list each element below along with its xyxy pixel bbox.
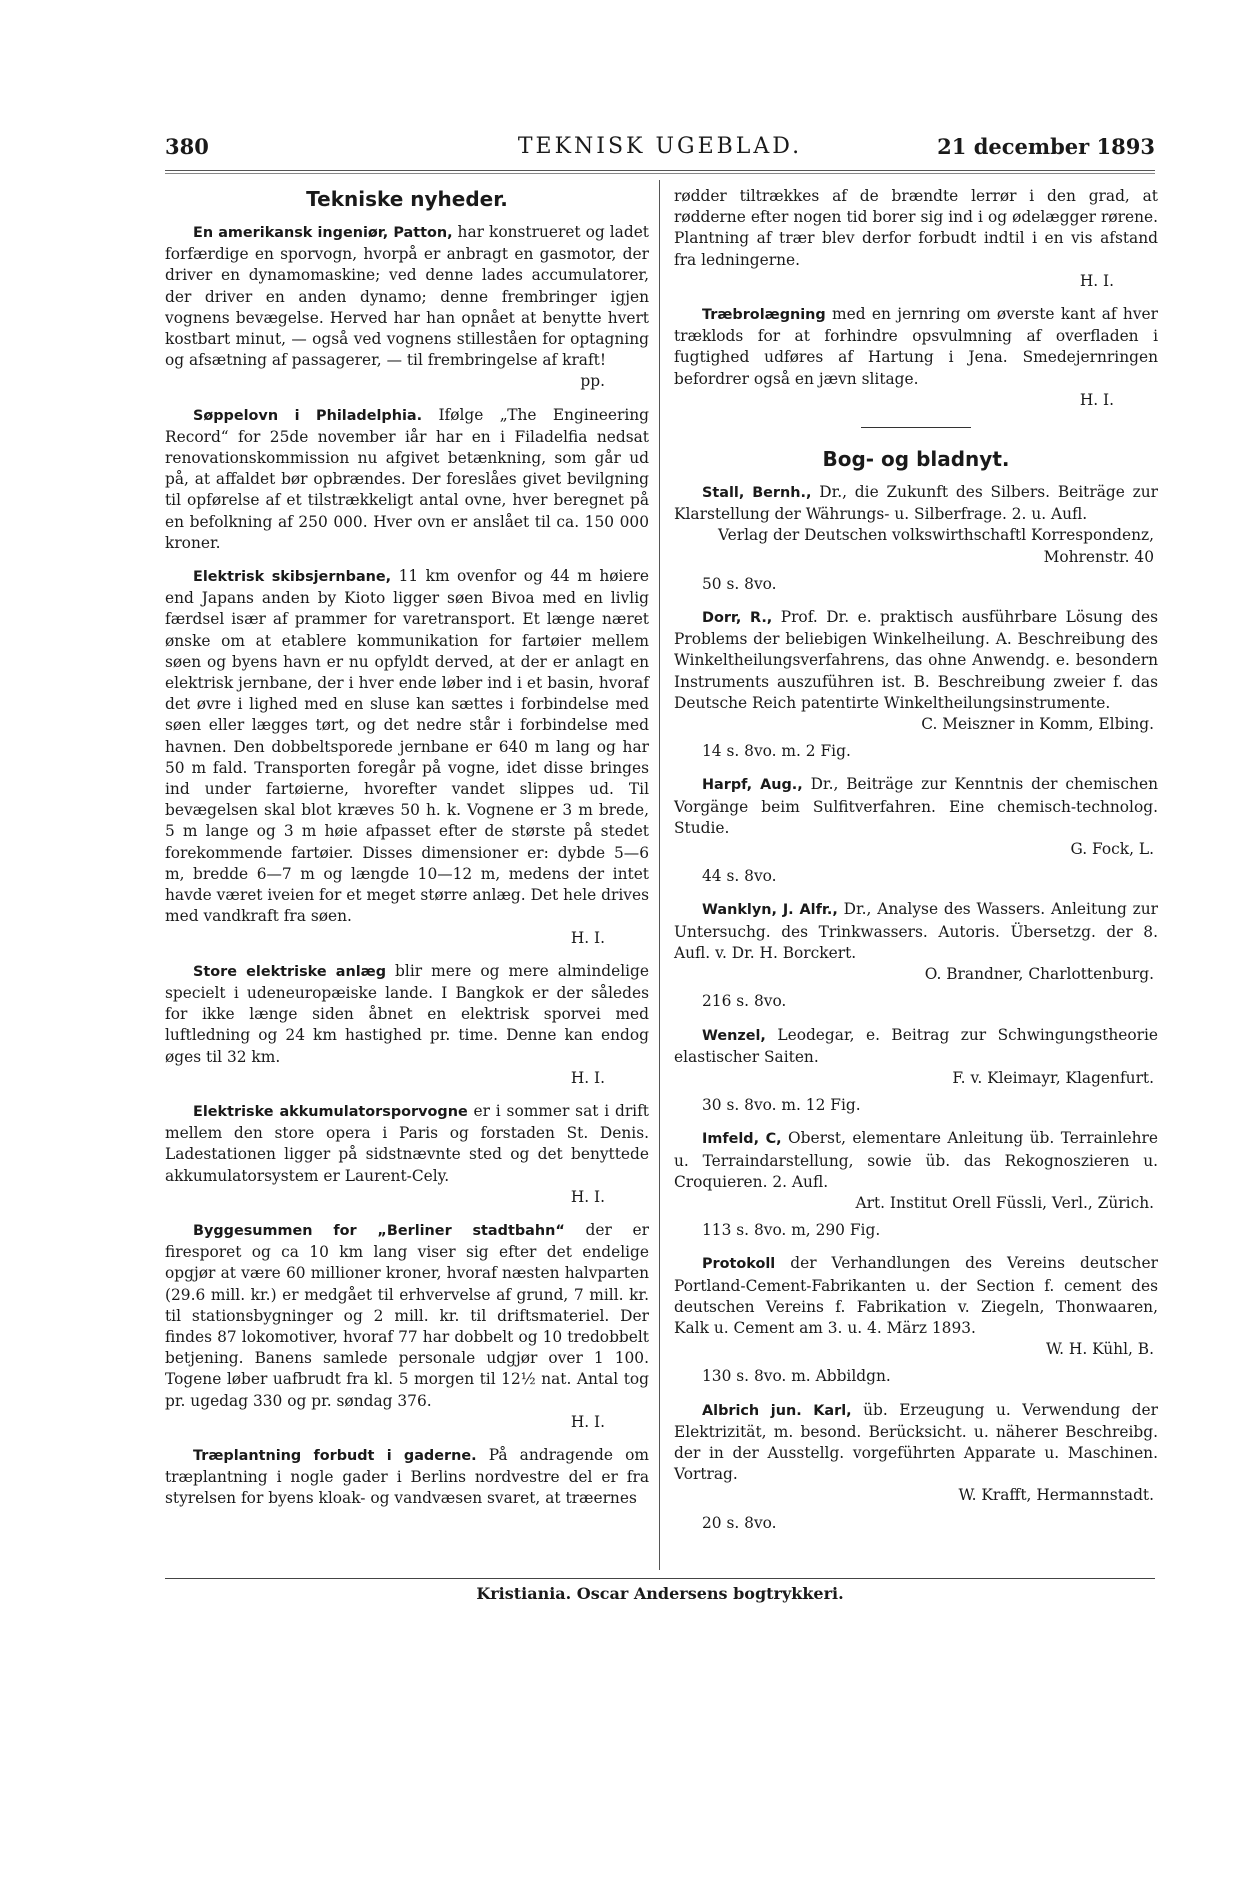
book-publisher: O. Brandner, Charlottenburg. <box>924 965 1154 984</box>
book-description: Dr., Analyse des Wassers. Anleitung zur Untersuchg. des Trinkwassers. Autoris. Übersetzg. der 8. Aufl. v. Dr. H. Borckert. <box>674 900 1158 962</box>
article-patton <box>165 222 649 371</box>
book-title-line <box>674 482 1158 525</box>
spacer <box>165 393 649 405</box>
book-publisher: Art. Institut Orell Füssli, Verl., Zürich. <box>855 1193 1154 1212</box>
article-traeplantning <box>165 1445 649 1510</box>
article-lead: Byggesummen for „Berliner stadtbahn“ <box>193 1222 565 1239</box>
article-body: 11 km ovenfor og 44 m høiere end Japans anden by Kioto ligger søen Bivoa med en livlig færdsel især af prammer for varetransport. Et længe næret ønske om at etablere kommunikation for fartøier mellem søen og byens havn er nu opfyldt derved, at der er anlagt en elektrisk jernbane, der i hver ende løber ind i et basin, hvoraf det øvre i lighed med en sluse kan sættes i forbindelse med søen eller lægges tørt, og det nedre står i forbindelse med havnen. Den dobbeltsporede jernbane er 640 m lang og har 50 m fald. Transporten foregår på vogne, idet disse bringes ind under fartøierne, hvorefter vandet slippes ud. Til bevægelsen skal blot kræves 50 h. k. Vognene er 3 m brede, 5 m lange og 3 m høie afpasset efter de største på stedet forekommende fartøier. Disses dimensioner er: dybde 5—6 m, bredde 6—7 m og længde 10—12 m, medens der intet havde været iveien for et meget større anlæg. Det hele drives med vandkraft fra søen. <box>165 567 649 926</box>
spacer <box>674 595 1158 607</box>
book-publisher: Verlag der Deutschen volkswirthschaftl Korrespondenz, Mohrenstr. 40 <box>717 526 1154 566</box>
spacer <box>165 554 649 566</box>
book-title-line <box>674 1400 1158 1486</box>
book-publisher: W. Krafft, Hermannstadt. <box>958 1486 1154 1505</box>
book-publisher: F. v. Kleimayr, Klagenfurt. <box>952 1068 1154 1087</box>
book-title-line <box>674 1025 1158 1068</box>
book-entry <box>674 1025 1158 1129</box>
spacer <box>674 1388 1158 1400</box>
article-lead: Søppelovn i Philadelphia. <box>193 407 423 424</box>
article-signature: H. I. <box>570 1068 605 1087</box>
book-entry <box>674 1128 1158 1253</box>
printer-imprint: Kristiania. Oscar Andersens bogtrykkeri. <box>476 1584 844 1603</box>
book-entry <box>674 1253 1158 1399</box>
book-author: Stall, Bernh., <box>702 485 812 502</box>
article-body: med en jernring om øverste kant af hver træklods for at forhindre opsvulmning af overfladen i fugtighed udføres af Hartung i Jena. Smedejernringen befordrer også en jævn slitage. <box>674 305 1158 388</box>
spacer <box>674 1534 1158 1546</box>
article-elektriske-anlaeg <box>165 961 649 1068</box>
section-title-bog-og-bladnyt: Bog- og bladnyt. <box>822 447 1010 472</box>
spacer <box>165 1433 649 1445</box>
section-separator-rule <box>861 427 971 428</box>
footer-rule <box>165 1578 1155 1579</box>
article-signature: H. I. <box>570 928 605 947</box>
book-entry <box>674 482 1158 607</box>
book-author: Albrich jun. Karl, <box>702 1402 852 1419</box>
article-signature: H. I. <box>1079 390 1114 409</box>
book-extent: 14 s. 8vo. m. 2 Fig. <box>702 742 851 761</box>
article-body: der er firesporet og ca 10 km lang viser sig efter det endelige opgjør at være 60 millioner kroner, hvoraf næsten halvparten (29.6 mill. kr.) er medgået til erhvervelse af grund, 7 mill. kr. til stationsbygninger og 2 mill. kr. til driftsmateriel. Der findes 87 lokomotiver, hvoraf 77 har dobbelt og 10 tredobbelt betjening. Banens samlede personale udgjør over 1 100. Togene løber uafbrudt fra kl. 5 morgen til 12½ nat. Antal tog pr. ugedag 330 og pr. søndag 376. <box>165 1220 649 1410</box>
book-extent: 113 s. 8vo. m, 290 Fig. <box>702 1221 881 1240</box>
issue-date: 21 december 1893 <box>937 134 1155 159</box>
article-soppelovn <box>165 405 649 554</box>
book-extent: 216 s. 8vo. <box>702 992 787 1011</box>
book-list <box>674 482 1158 1546</box>
spacer <box>165 1089 649 1101</box>
article-lead: Træbrolægning <box>702 307 826 324</box>
book-entry <box>674 607 1158 774</box>
spacer <box>165 1208 649 1220</box>
article-lead: Store elektriske anlæg <box>193 963 387 980</box>
spacer <box>674 292 1158 304</box>
spacer <box>674 887 1158 899</box>
book-extent: 130 s. 8vo. m. Abbildgn. <box>702 1367 891 1386</box>
article-berliner-stadtbahn <box>165 1220 649 1412</box>
spacer <box>165 949 649 961</box>
book-description: Oberst, elementare Anleitung üb. Terrainlehre u. Terraindarstellung, sowie üb. das Rekognoszieren u. Croquieren. 2. Aufl. <box>674 1129 1159 1191</box>
column-divider <box>659 180 660 1570</box>
article-akkumulatorsporvogne <box>165 1101 649 1187</box>
book-entry <box>674 899 1158 1024</box>
book-extent: 20 s. 8vo. <box>702 1513 777 1532</box>
article-body: har konstrueret og ladet forfærdige en sporvogn, hvorpå er anbragt en gasmotor, der driver en dynamomaskine; ved denne lades accumulatorer, der driver en anden dynamo; denne frembringer igjen vognens bevægelse. Herved har han opnået at benytte hvert kostbart minut, — også ved vognens stilleståen for optagning og afsætning af passagerer, — til frembringelse af kraft! <box>165 223 649 370</box>
book-publisher: C. Meiszner in Komm, Elbing. <box>921 715 1154 734</box>
book-author: Imfeld, C, <box>702 1131 782 1148</box>
book-publisher: G. Fock, L. <box>1070 840 1154 859</box>
book-description: der Verhandlungen des Vereins deutscher Portland-Cement-Fabrikanten u. der Section f. cement des deutschen Vereins f. Fabrikation v. Ziegeln, Thonwaaren, Kalk u. Cement am 3. u. 4. März 1893. <box>674 1254 1158 1337</box>
book-entry <box>674 774 1158 899</box>
book-extent: 50 s. 8vo. <box>702 574 777 593</box>
book-author: Harpf, Aug., <box>702 777 803 794</box>
book-title-line <box>674 1128 1158 1193</box>
article-lead: Træplantning forbudt i gaderne. <box>193 1447 477 1464</box>
book-title-line <box>674 1253 1158 1339</box>
article-lead: Elektriske akkumulatorsporvogne <box>193 1103 468 1120</box>
book-description: Leodegar, e. Beitrag zur Schwingungstheorie elastischer Saiten. <box>674 1025 1158 1066</box>
book-description: Prof. Dr. e. praktisch ausführbare Lösung des Problems der beliebigen Winkelheilung. A. Beschreibung des Winkeltheilungsverfahrens, das ohne Anwendg. e. besondern Instruments auszuführen ist. B. Beschreibung zweier f. das Deutsche Reich patentirte Winkeltheilungsinstrumente. <box>674 608 1158 712</box>
book-description: Dr., die Zukunft des Silbers. Beiträge zur Klarstellung der Währungs- u. Silberfrage. 2. u. Aufl. <box>674 483 1159 524</box>
page-number: 380 <box>165 134 209 159</box>
article-traebrolaegning <box>674 304 1158 390</box>
spacer <box>674 1241 1158 1253</box>
article-body: blir mere og mere almindelige specielt i udeneuropæiske lande. I Bangkok er der således for ikke længe siden åbnet en elektrisk sporvei med luftledning og 24 km hastighed pr. time. Denne kan endog øges til 32 km. <box>165 961 650 1066</box>
book-title-line <box>674 607 1158 714</box>
article-lead: En amerikansk ingeniør, Patton, <box>193 225 453 241</box>
article-signature: H. I. <box>570 1412 605 1431</box>
section-title-tekniske-nyheder: Tekniske nyheder. <box>306 187 508 211</box>
book-title-line <box>674 899 1158 964</box>
article-lead: Elektrisk skibsjernbane, <box>193 569 392 586</box>
book-author: Wanklyn, J. Alfr., <box>702 902 838 919</box>
book-extent: 44 s. 8vo. <box>702 867 777 886</box>
right-column <box>674 186 1158 1546</box>
book-title-line <box>674 774 1158 839</box>
article-skibsjernbane <box>165 566 649 927</box>
spacer <box>674 762 1158 774</box>
book-entry <box>674 1400 1158 1546</box>
book-author: Wenzel, <box>702 1027 766 1044</box>
article-body: er i sommer sat i drift mellem den store opera i Paris og forstaden St. Denis. Ladestationen ligger på sidstnævnte sted og det benyttede akkumulatorsystem er Laurent-Cely. <box>165 1101 649 1185</box>
article-traeplantning-continued: rødder tiltrækkes af de brændte lerrør i den grad, at rødderne efter nogen tid borer sig ind i og ødelægger rørene. Plantning af trær blev derfor forbudt indtil i en vis afstand fra ledningerne. <box>674 187 1158 269</box>
spacer <box>674 1013 1158 1025</box>
book-description: üb. Erzeugung u. Verwendung der Elektrizität, m. besond. Berücksicht. u. näherer Beschreibg. der in der Ausstellg. vorgeführten Apparate u. Maschinen. Vortrag. <box>674 1400 1158 1484</box>
publication-title: TEKNISK UGEBLAD. <box>517 134 803 159</box>
page-header <box>165 134 1155 160</box>
left-column <box>165 186 649 1510</box>
book-description: Dr., Beiträge zur Kenntnis der chemischen Vorgänge beim Sulfitverfahren. Eine chemisch-technolog. Studie. <box>674 775 1158 837</box>
article-body: Ifølge „The Engineering Record“ for 25de november iår har en i Filadelfia nedsat renovationskommission nu afgivet betænkning, som går ud på, at affaldet bør opbrændes. Der foreslåes givet bevilgning til opførelse af et tilstrækkeligt antal ovne, hver beregnet på en befolkning af 250 000. Hver ovn er anslået til ca. 150 000 kroner. <box>165 405 650 552</box>
article-signature: pp. <box>580 372 605 391</box>
book-author: Dorr, R., <box>702 610 773 627</box>
article-signature: H. I. <box>1079 271 1114 290</box>
header-rule-secondary <box>165 173 1155 174</box>
book-extent: 30 s. 8vo. m. 12 Fig. <box>702 1096 861 1115</box>
spacer <box>674 1116 1158 1128</box>
header-rule <box>165 170 1155 171</box>
article-body: På andragende om træplantning i nogle gader i Berlins nordvestre del er fra styrelsen for byens kloak- og vandvæsen svaret, at træernes <box>165 1445 649 1508</box>
book-author: Protokoll <box>702 1256 776 1273</box>
article-signature: H. I. <box>570 1187 605 1206</box>
book-publisher: W. H. Kühl, B. <box>1045 1340 1154 1359</box>
